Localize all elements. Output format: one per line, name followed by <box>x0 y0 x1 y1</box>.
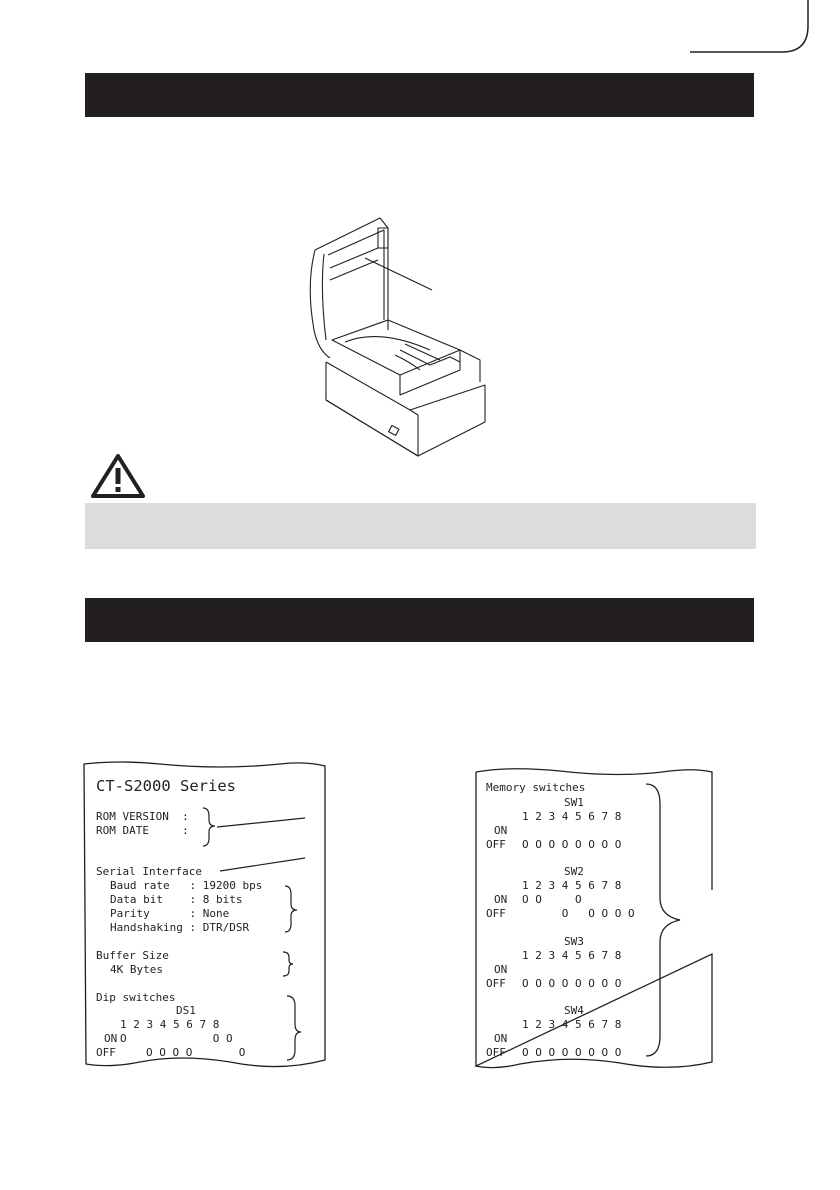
dip-switch-name: DS1 <box>176 1004 196 1017</box>
serial-row: Baud rate : 19200 bps <box>110 879 263 892</box>
printer-illustration <box>300 210 500 460</box>
on-label: ON <box>494 1032 508 1045</box>
serial-row: Parity : None <box>110 907 230 920</box>
memory-switch-sw2 <box>486 865 635 920</box>
switch-off-marks: O O O O O <box>522 907 635 920</box>
brace <box>640 780 710 1060</box>
brace <box>287 996 301 1060</box>
switch-on-marks: O O O <box>522 893 582 906</box>
brace <box>203 808 215 846</box>
switch-name: SW3 <box>564 935 584 948</box>
left-callouts <box>195 800 325 1065</box>
switch-name: SW4 <box>564 1004 584 1017</box>
off-label: OFF <box>486 838 506 851</box>
switch-numbers: 1 2 3 4 5 6 7 8 <box>522 879 622 892</box>
pointer-line <box>217 818 305 827</box>
off-label: OFF <box>486 977 506 990</box>
on-label: ON <box>494 963 508 976</box>
caution-box <box>85 503 756 549</box>
brace <box>285 886 297 932</box>
switch-numbers: 1 2 3 4 5 6 7 8 <box>522 810 622 823</box>
dip-switches-title: Dip switches <box>96 991 176 1004</box>
switch-off-marks: O O O O O O O O <box>522 977 622 990</box>
dip-on-marks: O O O <box>120 1032 233 1045</box>
on-label: ON <box>104 1032 118 1045</box>
buffer-size-value: 4K Bytes <box>110 963 163 976</box>
serial-row: Data bit : 8 bits <box>110 893 243 906</box>
section-header-bar-1 <box>85 73 754 117</box>
memory-switches-title: Memory switches <box>486 781 586 794</box>
memory-switch-sw4 <box>486 1004 621 1059</box>
serial-row: Handshaking : DTR/DSR <box>110 921 250 934</box>
buffer-size-title: Buffer Size <box>96 949 169 962</box>
pointer-line <box>220 858 305 871</box>
switch-off-marks: O O O O O O O O <box>522 1046 622 1059</box>
rom-version-label: ROM VERSION : <box>96 810 189 823</box>
serial-interface-title: Serial Interface <box>96 865 202 878</box>
brace <box>283 952 293 976</box>
off-label: OFF <box>96 1046 116 1059</box>
switch-name: SW2 <box>564 865 584 878</box>
dip-switch-numbers: 1 2 3 4 5 6 7 8 <box>120 1018 220 1031</box>
on-label: ON <box>494 893 508 906</box>
on-label: ON <box>494 824 508 837</box>
off-label: OFF <box>486 1046 506 1059</box>
rom-date-label: ROM DATE : <box>96 824 189 837</box>
warning-triangle-icon <box>90 453 146 499</box>
switch-off-marks: O O O O O O O O <box>522 838 622 851</box>
section-header-bar-2 <box>85 598 754 642</box>
crop-mark <box>690 0 840 60</box>
switch-numbers: 1 2 3 4 5 6 7 8 <box>522 949 622 962</box>
printout-title: CT-S2000 Series <box>96 777 236 795</box>
dip-off-marks: O O O O O <box>146 1046 246 1059</box>
memory-switch-sw1 <box>486 796 621 851</box>
memory-switch-sw3 <box>486 935 621 990</box>
off-label: OFF <box>486 907 506 920</box>
switch-numbers: 1 2 3 4 5 6 7 8 <box>522 1018 622 1031</box>
switch-name: SW1 <box>564 796 584 809</box>
